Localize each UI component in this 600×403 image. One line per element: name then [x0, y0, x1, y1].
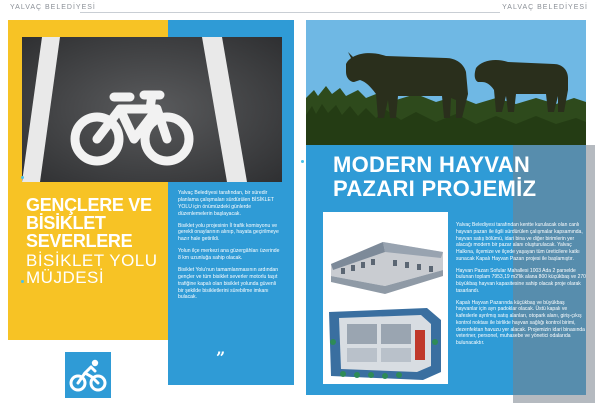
bicycle-lane-photo: [22, 37, 282, 182]
left-page-title: [26, 196, 166, 286]
quote-mark: ”: [216, 348, 226, 367]
right-body-text: [456, 222, 586, 352]
site-plan-icon: [323, 302, 448, 384]
cattle-photo: [306, 20, 586, 145]
paragraph: Yalvaç Belediyesi tarafından, bir süredir planlama çalışmaları sürdürülen BİSİKLET YOLU için önümüzdeki günlerde düzenlemelerin başlayacak.: [178, 190, 274, 217]
market-building-render-icon: [323, 212, 448, 302]
header-left: YALVAÇ BELEDİYESİ: [10, 4, 96, 11]
title-bold: GENÇLERE VE BİSİKLET SEVERLERE: [26, 195, 152, 251]
cattle-silhouette-icon: [306, 20, 586, 145]
site-plan-image: [323, 302, 448, 384]
header-rule: [80, 12, 500, 13]
decor-dot: [21, 280, 24, 283]
right-page-title: MODERN HAYVAN PAZARI PROJEMİZ: [333, 152, 537, 202]
paragraph: Yalvaç Belediyesi tarafından kentte kurulacak olan canlı hayvan pazarı ile ilgili sürdürülen çalışmalar kapsamında, hayvan satış bölümü, idari bina ve diğer birimlerin yer alacağı modern bir pazar alanı oluşturulacak. Yalvaç Halkına, ilçemize ve ilçede yaşayan tüm üreticilere katkı sunacak Kapalı Hayvan Pazarı projesi ile başlamıştır.: [456, 222, 583, 262]
paragraph: Bisiklet Yolu'nun tamamlanmasının ardından gençler ve tüm bisiklet severler motorlu taşıt trafiğine kapalı olan bisiklet yolunda güvenli bir şekilde bisikletlerini sürebilme imkanı bulacak.: [178, 266, 279, 301]
decor-dot: [301, 160, 304, 163]
bicycle-road-marking-icon: [22, 37, 282, 182]
paragraph: Kapalı Hayvan Pazarında küçükbaş ve büyükbaş hayvanlar için ayrı padoklar olacak. Üstü kapalı ve kafeslerle ayrılmış satış alanları, otopark alanı, giriş-çıkış kontrol noktası ile birlikte hayvan sağlığı kontrol birimi, dezenfektan havuzu yer alacak. Projemizin idari binasında veteriner, personel, muhasebe ve yönetici odalarıda bulunacaktır.: [456, 299, 585, 346]
decor-dot: [21, 176, 24, 179]
header-right: YALVAÇ BELEDİYESİ: [502, 4, 588, 11]
left-body-text: [178, 190, 283, 306]
paragraph: Bisiklet yolu projesinin İl trafik komisyonu ve gerekli onaylarının alınıp, hayata geçirilmeye hazır hale getirildi.: [178, 222, 279, 243]
paragraph: Yolun ilçe merkezi ana güzergâhları üzerinde 8 km uzunluğa sahip olacak.: [178, 248, 280, 261]
cyclist-icon-box: [65, 352, 111, 398]
paragraph: Hayvan Pazarı Sofular Mahallesi 1003 Ada 2 parselde bulunan toplam 7953,19 m2'lik alana 800 küçükbaş ve 270 büyükbaş hayvan kapasitesine sahip olacak proje olarak tasarlandı.: [456, 267, 586, 294]
title-light: BİSİKLET YOLU MÜJDESİ: [26, 251, 158, 287]
cyclist-icon: [65, 352, 111, 398]
market-building-render: [323, 212, 448, 302]
